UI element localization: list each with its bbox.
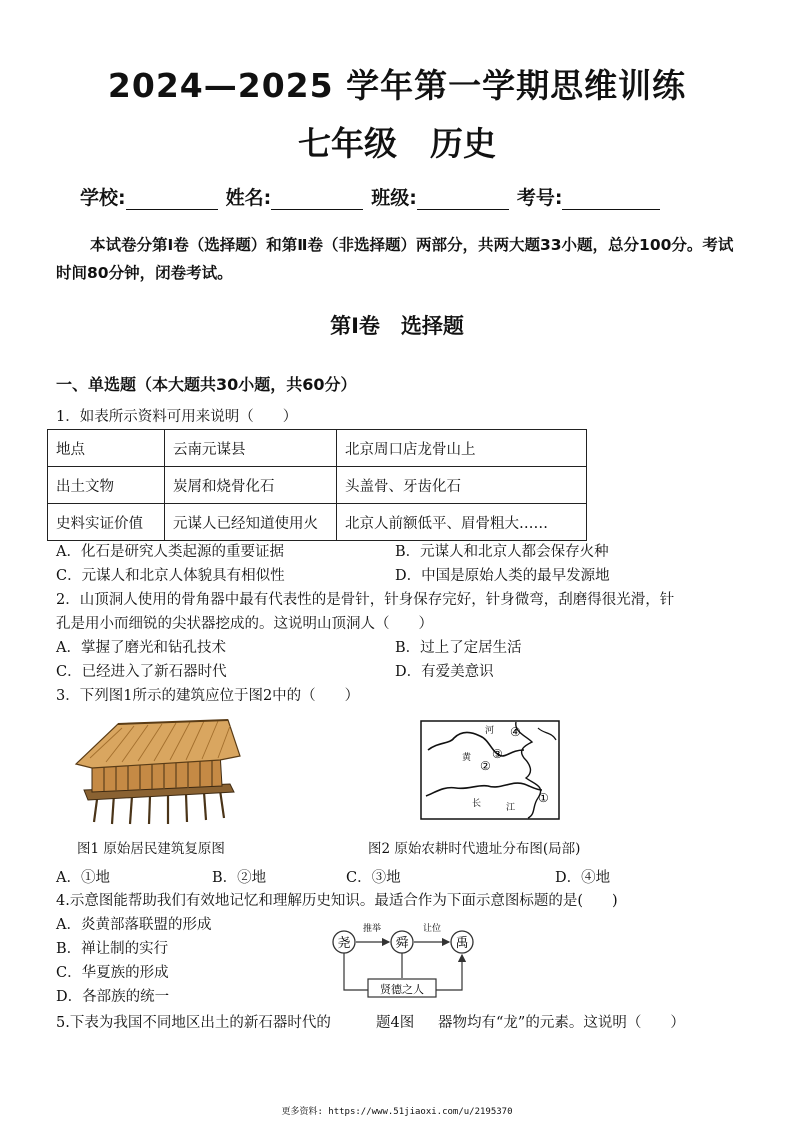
part-heading: 一、单选题（本大题共30小题，共60分） xyxy=(56,375,357,394)
footer-source: 更多资料: https://www.51jiaoxi.com/u/2195370 xyxy=(281,1107,513,1117)
table-cell: 头盖骨、牙齿化石 xyxy=(337,467,587,504)
table-row xyxy=(48,467,587,504)
q1-stem: 1．如表所示资料可用来说明（ ） xyxy=(56,409,298,425)
table-row xyxy=(48,504,587,541)
q3-option-a: A．①地 xyxy=(56,870,110,886)
q4-option-c: C．华夏族的形成 xyxy=(56,965,169,981)
q4-option-a: A．炎黄部落联盟的形成 xyxy=(56,917,212,933)
q5-stem-a: 5.下表为我国不同地区出土的新石器时代的 xyxy=(56,1015,331,1031)
q2-option-d: D．有爱美意识 xyxy=(395,664,494,680)
q2-stem-line1: 2．山顶洞人使用的骨角器中最有代表性的是骨针，针身保存完好，针身微弯，刮磨得很光滑，针 xyxy=(56,592,675,608)
school-blank xyxy=(126,191,218,210)
label-tuiju: 推举 xyxy=(362,924,382,934)
stilt-house-image xyxy=(70,718,245,826)
fig2-caption: 图2 原始农耕时代遗址分布图(局部) xyxy=(368,841,581,857)
q5-figure-label: 题4图 xyxy=(376,1015,415,1031)
map-marker-3: ③ xyxy=(492,747,503,761)
succession-diagram xyxy=(326,918,486,1000)
q1-option-a: A．化石是研究人类起源的重要证据 xyxy=(56,544,284,560)
q4-option-b: B．禅让制的实行 xyxy=(56,941,169,957)
map-marker-4: ④ xyxy=(510,725,521,739)
map-marker-2: ② xyxy=(480,759,491,773)
table-cell: 北京人前额低平、眉骨粗大…… xyxy=(337,504,587,541)
table-cell: 北京周口店龙骨山上 xyxy=(337,430,587,467)
q1-option-b: B．元谋人和北京人都会保存火种 xyxy=(395,544,609,560)
fig1-caption: 图1 原始居民建筑复原图 xyxy=(77,841,225,857)
q2-option-c: C．已经进入了新石器时代 xyxy=(56,664,227,680)
exam-no-blank xyxy=(562,191,660,210)
q2-stem-line2: 孔是用小而细锐的尖状器挖成的。这说明山顶洞人（ ） xyxy=(56,616,433,632)
q1-option-c: C．元谋人和北京人体貌具有相似性 xyxy=(56,568,285,584)
q3-option-c: C．③地 xyxy=(346,870,401,886)
table-cell: 炭屑和烧骨化石 xyxy=(165,467,337,504)
site-map-image xyxy=(420,720,560,820)
class-label: 班级: xyxy=(371,187,417,209)
exam-no-label: 考号: xyxy=(516,187,563,209)
table-cell: 云南元谋县 xyxy=(165,430,337,467)
map-label-huang: 黄 xyxy=(462,753,472,763)
map-label-chang: 长 xyxy=(472,799,482,809)
label-xiande: 贤德之人 xyxy=(380,983,424,996)
node-yao: 尧 xyxy=(337,936,351,951)
q4-option-d: D．各部族的统一 xyxy=(56,989,170,1005)
node-shun: 舜 xyxy=(395,936,409,951)
q3-stem: 3．下列图1所示的建筑应位于图2中的（ ） xyxy=(56,688,360,704)
exam-instructions: 本试卷分第Ⅰ卷（选择题）和第Ⅱ卷（非选择题）两部分，共两大题33小题，总分100分。考试时间80分钟，闭卷考试。 xyxy=(56,236,734,282)
q1-option-d: D．中国是原始人类的最早发源地 xyxy=(395,568,610,584)
label-rangwei: 让位 xyxy=(422,924,442,934)
map-label-he: 河 xyxy=(485,726,495,736)
q5-stem-b: 器物均有“龙”的元素。这说明（ ） xyxy=(438,1015,685,1031)
class-blank xyxy=(417,191,509,210)
table-cell: 元谋人已经知道使用火 xyxy=(165,504,337,541)
map-label-jiang: 江 xyxy=(506,803,516,813)
node-yu: 禹 xyxy=(455,936,469,951)
table-cell: 史料实证价值 xyxy=(48,504,165,541)
exam-title: 2024—2025 学年第一学期思维训练 xyxy=(107,66,687,105)
name-blank xyxy=(271,191,363,210)
exam-subtitle: 七年级 历史 xyxy=(298,124,496,163)
table-row xyxy=(48,430,587,467)
q2-option-a: A．掌握了磨光和钻孔技术 xyxy=(56,640,226,656)
table-cell: 地点 xyxy=(48,430,165,467)
student-info-line xyxy=(80,183,668,210)
name-label: 姓名: xyxy=(225,187,272,209)
q3-option-b: B．②地 xyxy=(212,870,267,886)
q1-table xyxy=(47,429,587,541)
section-title: 第Ⅰ卷 选择题 xyxy=(330,314,464,338)
map-marker-1: ① xyxy=(538,791,549,805)
q3-option-d: D．④地 xyxy=(555,870,611,886)
q4-stem: 4.示意图能帮助我们有效地记忆和理解历史知识。最适合作为下面示意图标题的是( ) xyxy=(56,893,618,909)
q2-option-b: B．过上了定居生活 xyxy=(395,640,522,656)
school-label: 学校: xyxy=(80,187,126,209)
table-cell: 出土文物 xyxy=(48,467,165,504)
